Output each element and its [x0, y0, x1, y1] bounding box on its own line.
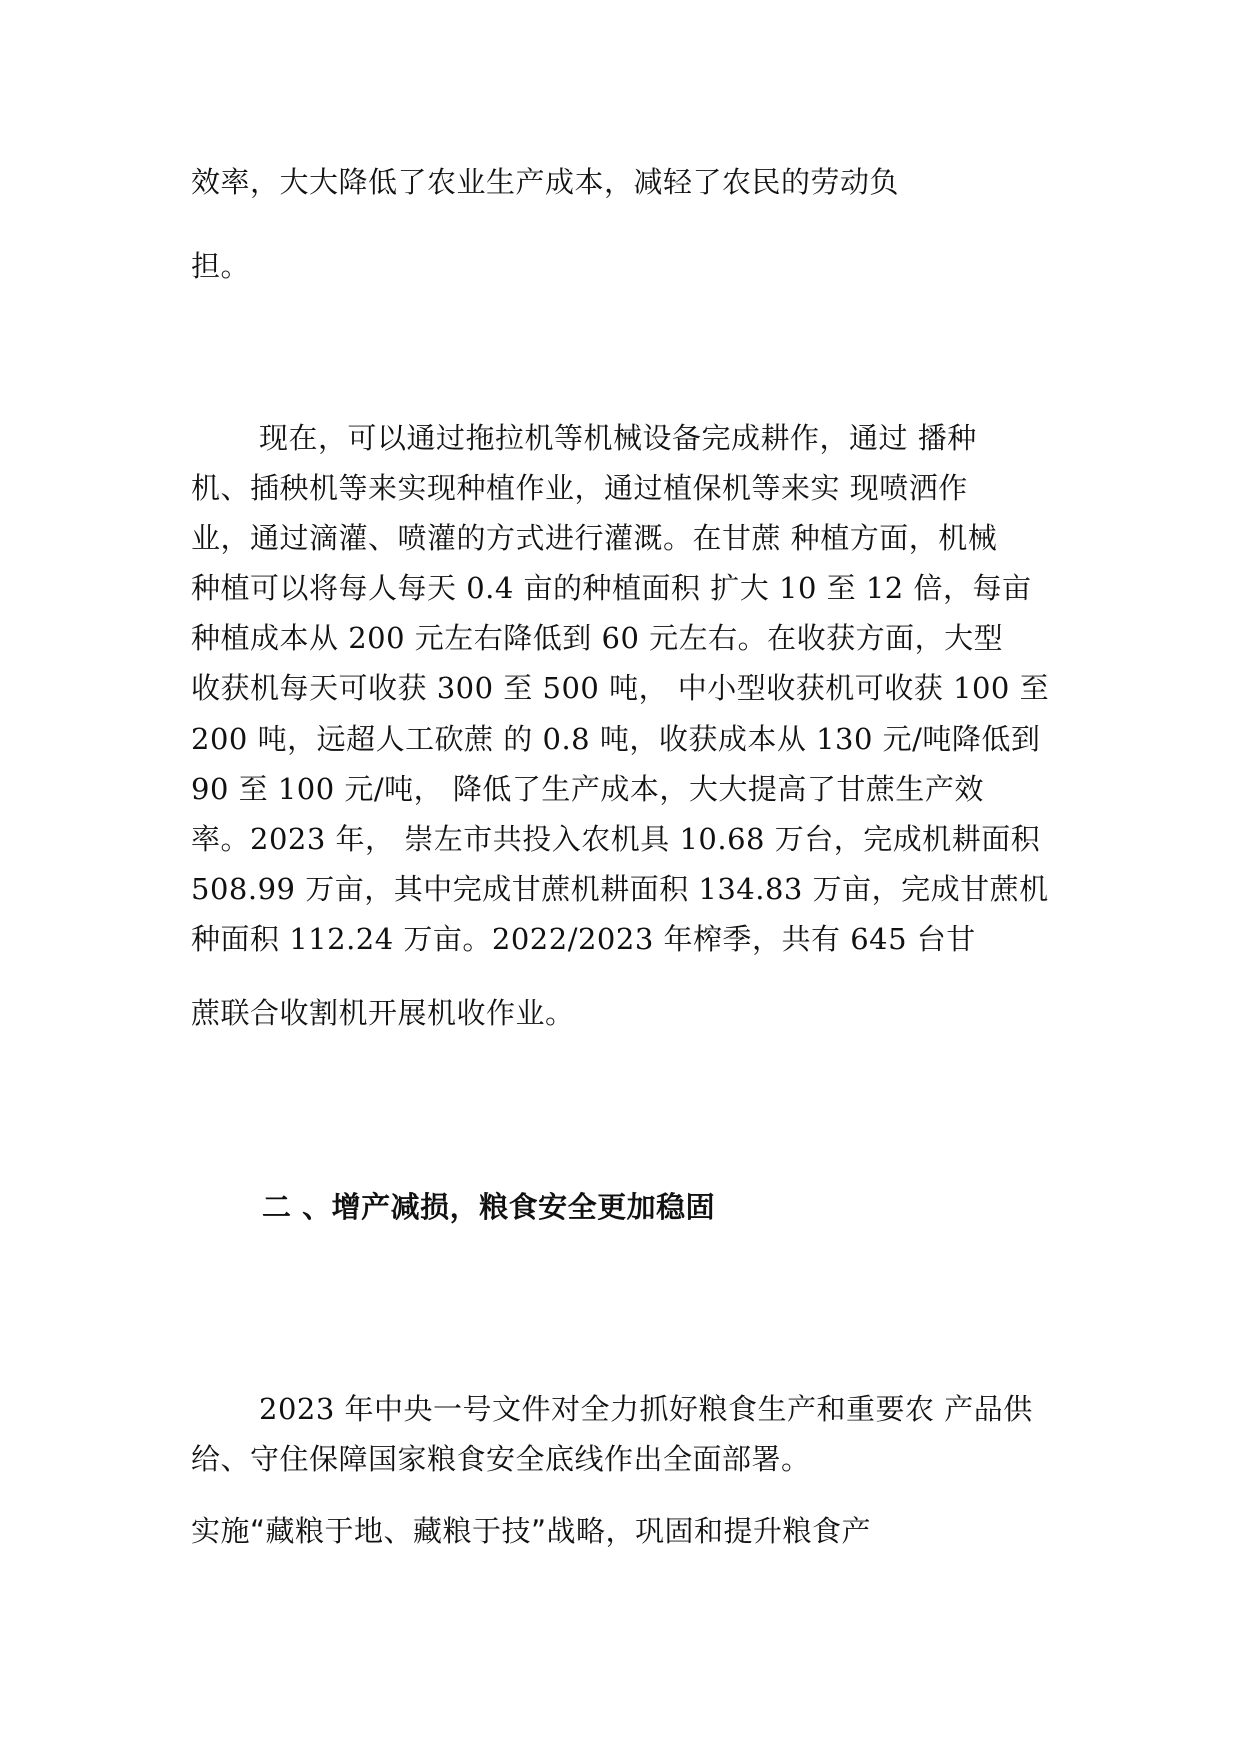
paragraph-2-line-11: 种面积 112.24 万亩。2022/2023 年榨季，共有 645 台甘 — [191, 922, 976, 956]
section-heading: 二 、增产减损，粮食安全更加稳固 — [262, 1190, 716, 1224]
paragraph-1-line-1: 效率，大大降低了农业生产成本，减轻了农民的劳动负 — [191, 165, 900, 199]
paragraph-2-line-2: 机、插秧机等来实现种植作业，通过植保机等来实 现喷洒作 — [191, 471, 968, 505]
paragraph-2-line-5: 种植成本从 200 元左右降低到 60 元左右。在收获方面，大型 — [191, 621, 1004, 655]
paragraph-2-line-10: 508.99 万亩，其中完成甘蔗机耕面积 134.83 万亩，完成甘蔗机 — [191, 872, 1049, 906]
paragraph-1-line-2: 担。 — [191, 249, 251, 283]
paragraph-3-line-3: 实施“藏粮于地、藏粮于技”战略，巩固和提升粮食产 — [191, 1514, 872, 1548]
paragraph-2-line-12: 蔗联合收割机开展机收作业。 — [191, 996, 575, 1030]
paragraph-2-line-1: 现在，可以通过拖拉机等机械设备完成耕作，通过 播种 — [259, 421, 977, 455]
paragraph-2-line-9: 率。2023 年， 崇左市共投入农机具 10.68 万台，完成机耕面积 — [191, 822, 1041, 856]
paragraph-2-line-6: 收获机每天可收获 300 至 500 吨， 中小型收获机可收获 100 至 — [191, 671, 1050, 705]
paragraph-3-line-1: 2023 年中央一号文件对全力抓好粮食生产和重要农 产品供 — [259, 1392, 1033, 1426]
paragraph-2-line-7: 200 吨，远超人工砍蔗 的 0.8 吨，收获成本从 130 元/吨降低到 — [191, 722, 1041, 756]
paragraph-3-line-2: 给、守住保障国家粮食安全底线作出全面部署。 — [191, 1442, 811, 1476]
paragraph-2-line-4: 种植可以将每人每天 0.4 亩的种植面积 扩大 10 至 12 倍，每亩 — [191, 571, 1032, 605]
paragraph-2-line-8: 90 至 100 元/吨， 降低了生产成本，大大提高了甘蔗生产效 — [191, 772, 984, 806]
paragraph-2-line-3: 业，通过滴灌、喷灌的方式进行灌溉。在甘蔗 种植方面，机械 — [191, 521, 998, 555]
